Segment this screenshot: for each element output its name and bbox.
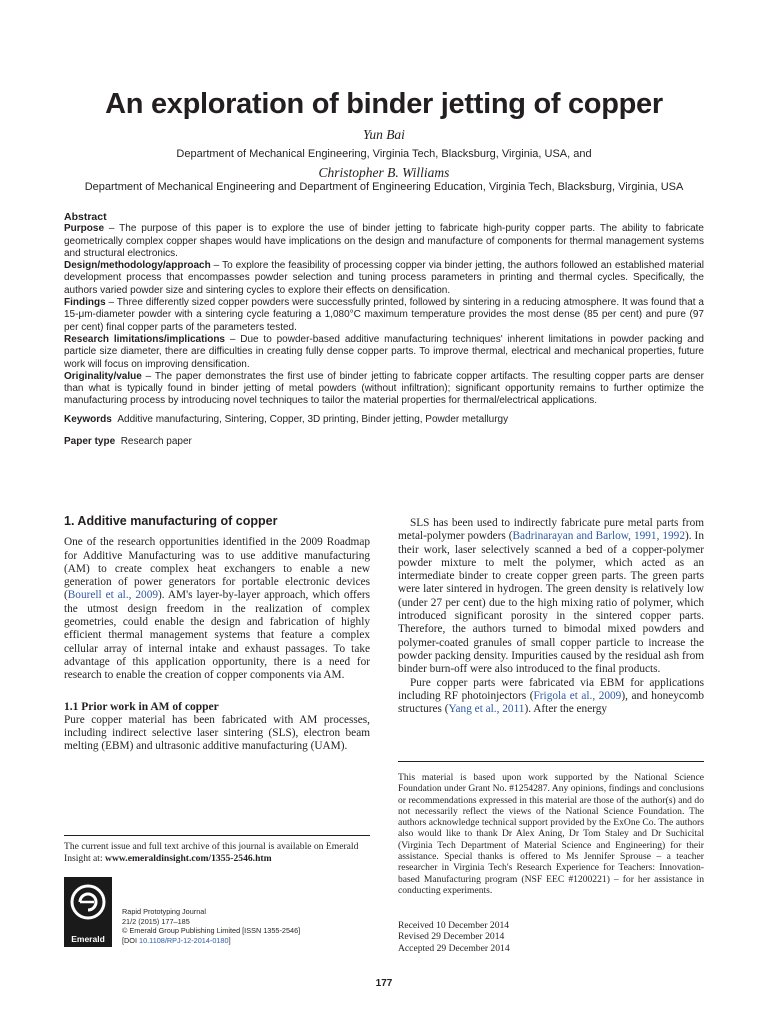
author-affiliation: Department of Mechanical Engineering and Department of Engineering Education, Virginia Tech, Blacksburg, Virginia, USA (84, 181, 684, 193)
article-dates (398, 920, 510, 954)
abstract-heading: Abstract (64, 211, 107, 223)
date-received: Received 10 December 2014 (398, 920, 510, 931)
abstract-design: Design/methodology/approach – To explore the feasibility of processing copper via binder jetting, the authors followed an established material development process that encompasses powder selection and tuning process parameters in printing and thermal cycles. Specifically, the authors varied powder size and sintering cycles to explore their effects on densification. (64, 260, 704, 296)
page-number: 177 (375, 978, 393, 989)
body-paragraph: Pure copper material has been fabricated with AM processes, including indirect selective laser sintering (SLS), electron beam melting (EBM) and ultrasonic additive manufacturing (UAM). (64, 713, 370, 753)
abstract-findings: Findings – Three differently sized copper powders were successfully printed, followed by sintering in a reducing atmosphere. It was found that a 15-μm-diameter powder with a sintering cycle featuring a 1,080°C maximum temperature provides the most dense (85 per cent) and pure (97 per cent) final copper parts of the parameters tested. (64, 297, 704, 333)
emerald-e-icon (67, 880, 109, 926)
archive-note: The current issue and full text archive of this journal is available on Emerald Insight at: www.emeraldinsight.com/1355-2546.htm (64, 841, 359, 865)
abstract (64, 211, 704, 448)
date-revised: Revised 29 December 2014 (398, 931, 505, 943)
body-paragraph: Pure copper parts were fabricated via EBM for applications including RF photoinjectors (Frigola et al., 2009), and honeycomb structures (Yang et al., 2011). After the energy (398, 676, 705, 716)
right-column (398, 517, 704, 716)
citation-link[interactable]: Bourell et al., 2009 (67, 589, 158, 602)
author-name: Christopher B. Williams (318, 165, 450, 180)
subsection-heading: 1.1 Prior work in AM of copper (64, 700, 219, 713)
emerald-logo (64, 877, 112, 947)
citation-link[interactable]: Frigola et al., 2009 (533, 689, 622, 702)
author-name: Yun Bai (363, 127, 405, 142)
abstract-purpose: Purpose – The purpose of this paper is to explore the use of binder jetting to fabricate high-purity copper parts. The ability to fabricate geometrically complex copper shapes would have implications on the design and manufacture of components for thermal management systems and structural electronics. (64, 223, 704, 259)
journal-info (122, 907, 300, 945)
date-accepted: Accepted 29 December 2014 (398, 942, 510, 954)
divider (398, 761, 704, 762)
divider (64, 835, 370, 836)
keywords: Keywords Additive manufacturing, Sintering, Copper, 3D printing, Binder jetting, Powder metallurgy (64, 413, 509, 425)
abstract-limitations: Research limitations/implications – Due to powder-based additive manufacturing techniques' inherent limitations in powder packing and particle size diameter, there are difficulties in creating fully dense copper parts. To improve thermal, electrical and mechanical properties, future work will focus on improving densification. (64, 333, 704, 370)
left-column (64, 515, 370, 754)
logo-label: Emerald (71, 934, 105, 944)
journal-publisher: © Emerald Group Publishing Limited [ISSN 1355-2546] (122, 926, 301, 936)
body-paragraph: One of the research opportunities identified in the 2009 Roadmap for Additive Manufacturing was to use additive manufacturing (AM) to create complex heat exchangers to enable a new generation of power generators for portable electronic devices (Bourell et al., 2009). AM's layer-by-layer approach, which offers the utmost design freedom in the realization of complex geometries, could enable the design and fabrication of highly efficient thermal management systems that feature a complex cellular array of internal intake and exhaust passages. To take advantage of this application opportunity, there is a need for research to enable the creation of copper components via AM. (64, 536, 370, 682)
journal-volume: 21/2 (2015) 177–185 (122, 916, 190, 926)
funding-note: This material is based upon work supported by the National Science Foundation under Grant No. #1254287. Any opinions, findings and conclusions or recommendations expressed in this material are those of the author(s) and do not necessarily reflect the views of the National Science Foundation. The authors acknowledge technical support provided by the ExOne Co. The authors also would like to thank Dr Alex Aning, Dr Tom Staley and Dr Suchicital (Virginia Tech Department of Material Science and Engineering) for their assistance. Special thanks is offered to Ms Jennifer Sprouse – a teacher researcher in Virginia Tech's Research Experience for Teachers: Innovation-based Manufacturing program (NSF EEC #1200221) – for her assistance in conducting experiments. (398, 772, 704, 896)
author-affiliation: Department of Mechanical Engineering, Virginia Tech, Blacksburg, Virginia, USA, and (176, 148, 592, 160)
journal-doi: [DOI 10.1108/RPJ-12-2014-0180] (122, 935, 231, 945)
abstract-originality: Originality/value – The paper demonstrates the first use of binder jetting to fabricate copper artifacts. The resulting copper parts are denser than what is typically found in binder jetting of metal powders (without infiltration); significant opportunity remains to further optimize the manufacturing process by introducing novel techniques to tailor the material properties for thermal/electrical applications. (64, 370, 704, 407)
section-heading: 1. Additive manufacturing of copper (64, 514, 278, 528)
journal-url[interactable]: www.emeraldinsight.com/1355-2546.htm (105, 853, 272, 865)
paper-title: An exploration of binder jetting of copper (105, 88, 663, 120)
citation-link[interactable]: Badrinarayan and Barlow, 1991, 1992 (512, 530, 685, 543)
body-paragraph: SLS has been used to indirectly fabricate pure metal parts from metal-polymer powders (Badrinarayan and Barlow, 1991, 1992). In their work, laser selectively scanned a bed of a copper-polymer powder mixture to melt the polymer, which acted as an intermediate binder to create copper green parts. The green parts were later sintered in hydrogen. The green density is relatively low (under 27 per cent) due to the high mixing ratio of polymer, which introduced significant porosity in the sintered copper parts. Therefore, the authors turned to bimodal mixed powders and polymer-coated granules of small copper particle to increase the powder packing density. Impurities caused by the residual ash from binder burn-off were also introduced to the final products. (398, 517, 704, 676)
citation-link[interactable]: Yang et al., 2011 (448, 703, 525, 716)
paper-type: Paper type Research paper (64, 436, 192, 448)
doi-link[interactable]: 10.1108/RPJ-12-2014-0180 (139, 935, 229, 945)
journal-name: Rapid Prototyping Journal (122, 907, 206, 916)
